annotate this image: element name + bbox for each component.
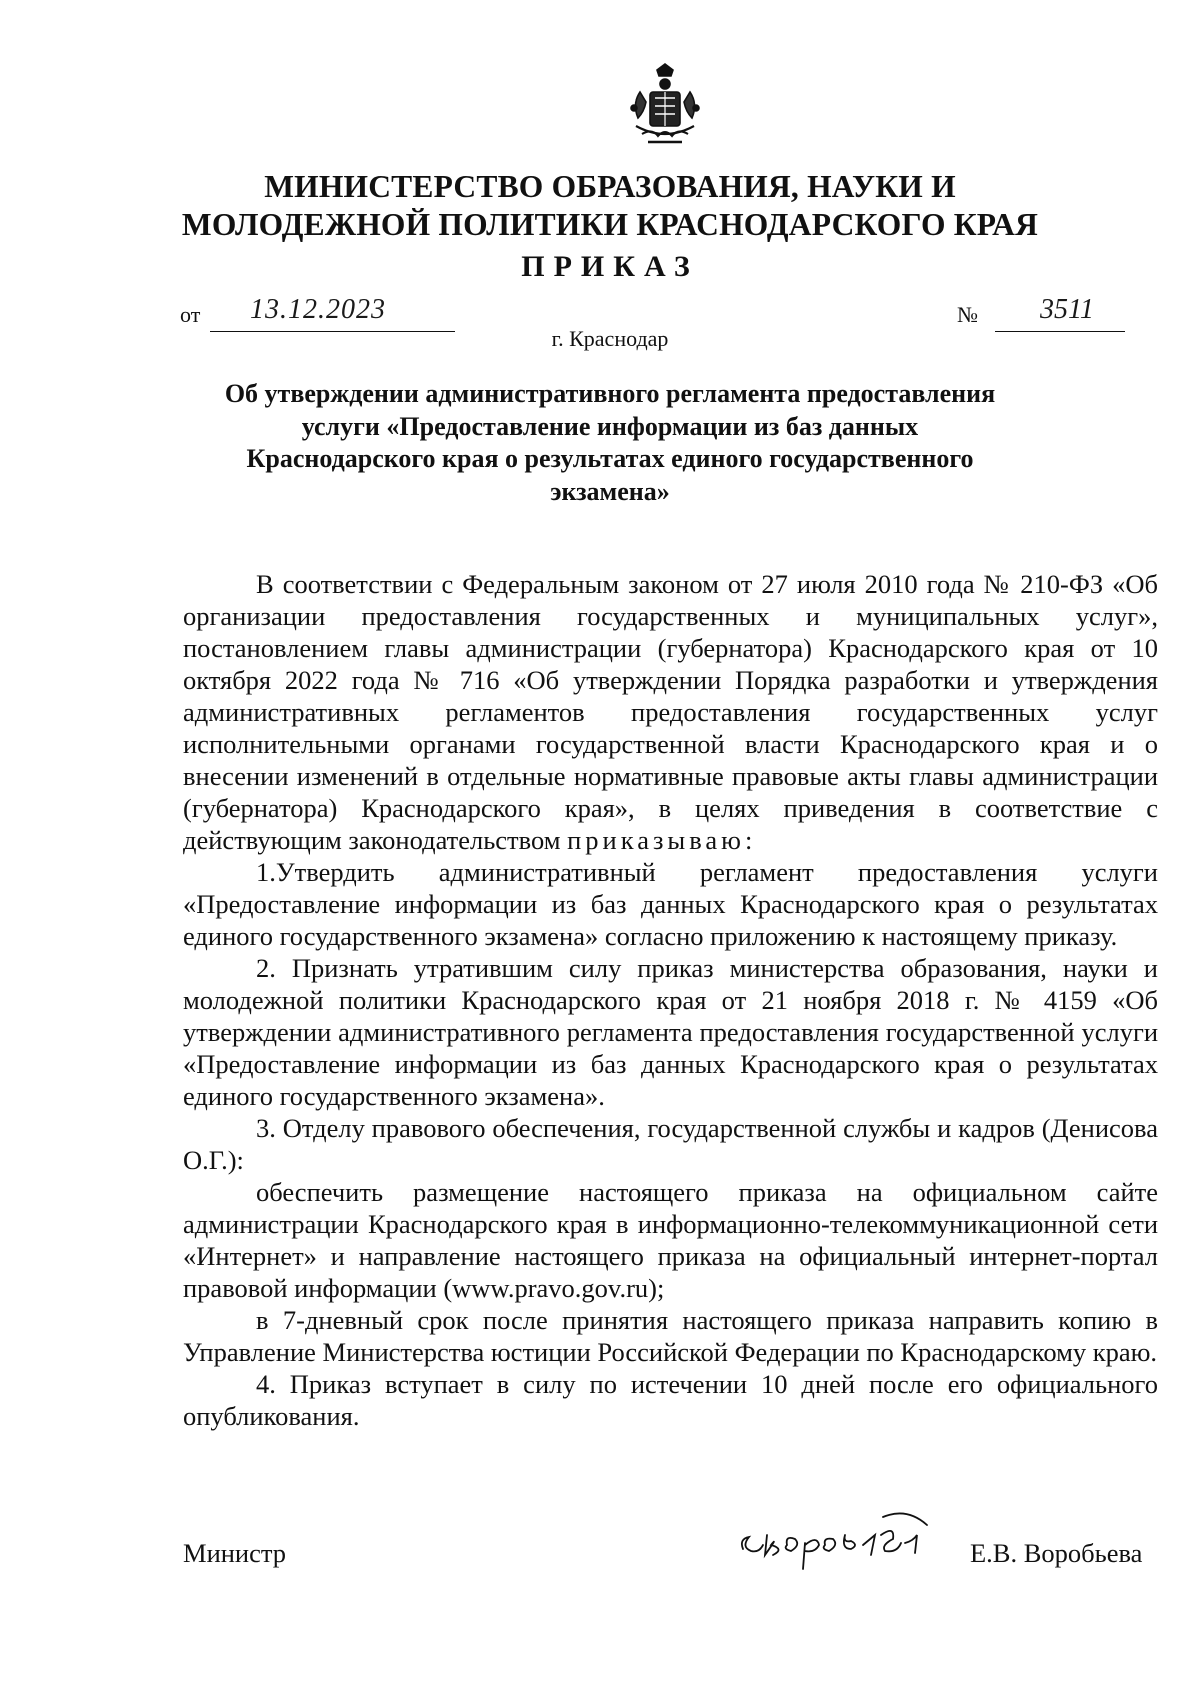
coat-of-arms-icon bbox=[622, 62, 708, 150]
signer-name: Е.В. Воробьева bbox=[970, 1538, 1143, 1568]
handwritten-signature bbox=[735, 1505, 955, 1575]
order-number: 3511 bbox=[1040, 294, 1094, 325]
clause-3: 3. Отделу правового обеспечения, государственной службы и кадров (Денисова О.Г.): bbox=[183, 1113, 1158, 1175]
order-word: приказываю: bbox=[567, 825, 757, 855]
clause-1: 1.Утвердить административный регламент предоставления услуги «Предоставление информации из баз данных Краснодарского края о результатах единого государственного экзамена» согласно приложению к настоящему приказу. bbox=[183, 857, 1158, 951]
ministry-name: МИНИСТЕРСТВО ОБРАЗОВАНИЯ, НАУКИ И МОЛОДЕЖНОЙ ПОЛИТИКИ КРАСНОДАРСКОГО КРАЯ bbox=[181, 169, 1039, 242]
signer-title: Министр bbox=[183, 1538, 287, 1568]
preamble-paragraph bbox=[183, 568, 1158, 856]
order-date: 13.12.2023 bbox=[250, 294, 386, 325]
city: г. Краснодар bbox=[551, 326, 669, 351]
number-label: № bbox=[957, 302, 978, 327]
order-subject: Об утверждении административного регламента предоставления услуги «Предоставление информации из баз данных Краснодарского края о результатах единого государственного экзамена» bbox=[224, 379, 996, 506]
order-body bbox=[183, 568, 1158, 1432]
document-type: ПРИКАЗ bbox=[521, 250, 699, 283]
clause-2: 2. Признать утратившим силу приказ министерства образования, науки и молодежной политики Краснодарского края от 21 ноября 2018 г. № 4159 «Об утверждении административного регламента предоставления государственной услуги «Предоставление информации из баз данных Краснодарского края о результатах единого государственного экзамена». bbox=[183, 953, 1158, 1111]
date-label: от bbox=[180, 302, 201, 327]
clause-3-item-2: в 7-дневный срок после принятия настоящего приказа направить копию в Управление Министерства юстиции Российской Федерации по Краснодарскому краю. bbox=[183, 1305, 1158, 1367]
clause-3-item-1: обеспечить размещение настоящего приказа на официальном сайте администрации Краснодарского края в информационно-телекоммуникационной сети «Интернет» и направление настоящего приказа на официальный интернет-портал правовой информации (www.pravo.gov.ru); bbox=[183, 1177, 1158, 1303]
preamble-text: В соответствии с Федеральным законом от 27 июля 2010 года № 210-ФЗ «Об организации предоставления государственных и муниципальных услуг», постановлением главы администрации (губернатора) Краснодарского края от 10 октября 2022 года № 716 «Об утверждении Порядка разработки и утверждения административных регламентов предоставления государственных услуг исполнительными органами государственной власти Краснодарского края и о внесении изменений в отдельные нормативные правовые акты главы администрации (губернатора) Краснодарского края», в целях приведения в соответствие с действующим законодательством bbox=[183, 569, 1158, 855]
clause-4: 4. Приказ вступает в силу по истечении 10 дней после его официального опубликования. bbox=[183, 1369, 1158, 1431]
